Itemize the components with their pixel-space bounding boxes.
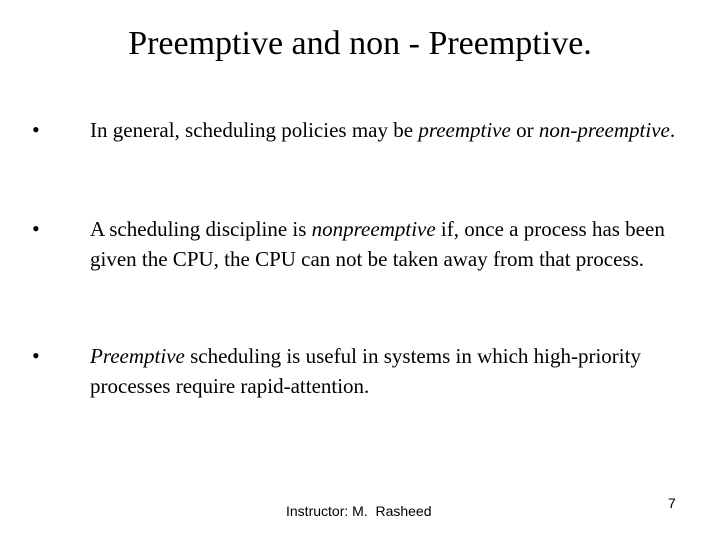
- text-run: .: [669, 118, 676, 142]
- bullet-marker: •: [32, 216, 40, 241]
- bullet-marker: •: [32, 117, 40, 142]
- footer-instructor: Instructor: M. Rasheed: [286, 503, 432, 519]
- emphasis-preemptive: preemptive: [418, 118, 511, 142]
- bullet-marker: •: [32, 343, 40, 368]
- bullet-text-nonpreemptive-definition: [90, 214, 690, 274]
- slide-title: Preemptive and non - Preemptive.: [128, 25, 592, 62]
- bullet-text-general-policies: [90, 115, 690, 145]
- text-run: if, once a process has been given the CPU, the CPU can not be taken away from that process.: [90, 217, 665, 271]
- emphasis-non-preemptive: non-preemptive: [538, 118, 670, 142]
- text-run: In general, scheduling policies may be: [90, 118, 419, 142]
- page-number: 7: [668, 495, 676, 511]
- text-run: A scheduling discipline is: [90, 217, 312, 241]
- bullet-text-preemptive-usefulness: [90, 341, 690, 401]
- emphasis-nonpreemptive: nonpreemptive: [311, 217, 436, 241]
- text-run: or: [510, 118, 539, 142]
- text-run: scheduling is useful in systems in which high-priority processes require rapid-attention.: [90, 344, 641, 398]
- emphasis-preemptive: Preemptive: [90, 344, 185, 368]
